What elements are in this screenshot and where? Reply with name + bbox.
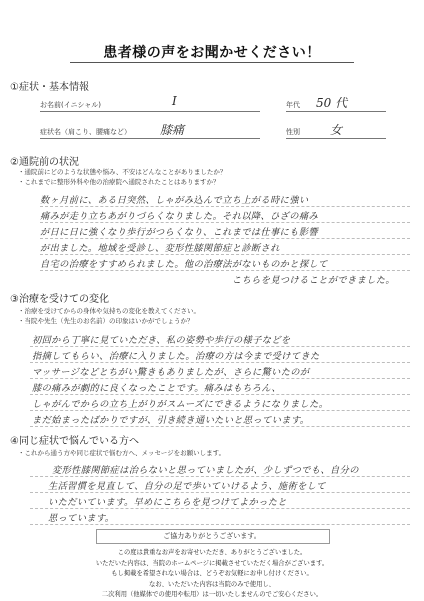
answer-rule <box>30 362 410 363</box>
section2-answer-line: が出ました。地域を受診し、変形性膝関節症と診断され <box>40 243 280 254</box>
symptom-underline <box>40 138 260 139</box>
section2-question: ・通院前にどのような状態や悩み、不安はどんなことがありましたか？ <box>18 168 227 176</box>
answer-rule <box>40 254 410 255</box>
answer-rule <box>40 206 410 207</box>
initials-label: お名前(イニシャル) <box>40 101 102 109</box>
section3-heading: ③治療を受けての変化 <box>10 294 109 305</box>
section4-answer-line: いただいています。早めにこちらを見つけてよかったと <box>48 497 287 508</box>
section3-answer-line: 膝の痛みが劇的に良くなったことです。痛みはもちろん、 <box>32 383 282 394</box>
thanks-message: ご協力ありがとうございます。 <box>163 532 261 540</box>
answer-rule <box>30 524 410 525</box>
age-label: 年代 <box>286 101 300 109</box>
answer-rule <box>40 270 410 271</box>
section2-answer-line: 痛みが走り立ちあがりづらくなりました。それ以降、ひざの痛み <box>40 211 319 222</box>
answer-rule <box>40 238 410 239</box>
section2-answer-line: 自宅の治療をすすめられました。他の治療法がないものかと探して <box>40 259 328 270</box>
answer-rule <box>40 222 410 223</box>
page-title: 患者様の声をお聞かせください！ <box>103 45 321 61</box>
sex-label: 性別 <box>286 128 300 136</box>
footer-notes <box>40 548 384 601</box>
section3-answer-line: 指摘してもらい、治療に入りました。治療の方は今まで受けてきた <box>32 351 320 362</box>
initials-underline <box>40 111 260 112</box>
sex-value: 女 <box>330 123 343 137</box>
answer-rule <box>30 476 410 477</box>
section2-answer-line: こちらを見つけることができました。 <box>232 275 395 286</box>
section4-answer-line: 生活習慣を見直して、自分の足で歩いていけるよう、施術をして <box>48 481 326 492</box>
section2-answer-line: が日に日に強くなり歩行がつらくなり、これまでは仕事にも影響 <box>40 227 319 238</box>
section3-answer-line: しゃがんでからの立ち上がりがスムーズにできるようになりました。 <box>32 399 329 410</box>
section3-question: ・当院や先生（先生のお名前）の印象はいかがでしょうか？ <box>18 317 194 325</box>
answer-rule <box>30 492 410 493</box>
section3-question: ・治療を受けてからの身体や気持ちの変化を教えてください。 <box>18 307 200 315</box>
initials-value: I <box>172 94 177 108</box>
answer-rule <box>30 410 410 411</box>
section4-question: ・これから通う方や同じ症状で悩む方へ、メッセージをお願いします。 <box>18 449 226 457</box>
footer-note-line: この度は貴重なお声をお寄せいただき、ありがとうございました。 <box>117 549 307 556</box>
answer-rule <box>30 378 410 379</box>
answer-rule <box>30 508 410 509</box>
age-value: 50 代 <box>316 96 348 110</box>
section4-answer-line: 変形性膝関節症は治らないと思っていましたが、少しずつでも、自分の <box>52 465 359 476</box>
age-underline <box>286 111 386 112</box>
section4-heading: ④同じ症状で悩んでいる方へ <box>10 436 139 447</box>
answer-rule <box>30 394 410 395</box>
answer-rule <box>30 346 410 347</box>
sex-underline <box>286 138 386 139</box>
footer-note-line: もし掲載を希望されない場合は、どうぞお気軽にお申し付けください。 <box>111 570 313 578</box>
footer-note-line: なお、いただいた内容は当院のみで使用し、 <box>149 580 275 588</box>
section2-answer-line: 数ヶ月前に、ある日突然、しゃがみ込んで立ち上がる時に強い <box>40 195 309 206</box>
section3-answer-line: マッサージなどとちがい驚きもありましたが、さらに驚いたのが <box>32 367 310 378</box>
section3-answer-line: 初回から丁寧に見ていただき、私の姿勢や歩行の様子などを <box>32 335 291 346</box>
section4-answer-line: 思っています。 <box>48 513 115 524</box>
section3-answer-line: まだ始まったばかりですが、引き続き通いたいと思っています。 <box>32 415 310 426</box>
footer-note-line: 二次利用（他媒体での使用や転用）は一切いたしませんのでご安心ください。 <box>101 591 323 599</box>
symptom-value: 膝痛 <box>160 123 185 137</box>
answer-rule <box>30 426 410 427</box>
section2-question: ・これまでに整形外科や他の治療院へ通院されたことはありますか？ <box>18 178 220 186</box>
section1-heading: ①症状・基本情報 <box>10 82 89 93</box>
symptom-label: 症状名（肩こり、腰痛など） <box>40 128 131 136</box>
section2-heading: ②通院前の状況 <box>10 157 79 168</box>
footer-note-line: いただいた内容は、当院のホームページに掲載させていただく場合がございます。 <box>95 559 329 567</box>
title-underline <box>70 62 354 63</box>
